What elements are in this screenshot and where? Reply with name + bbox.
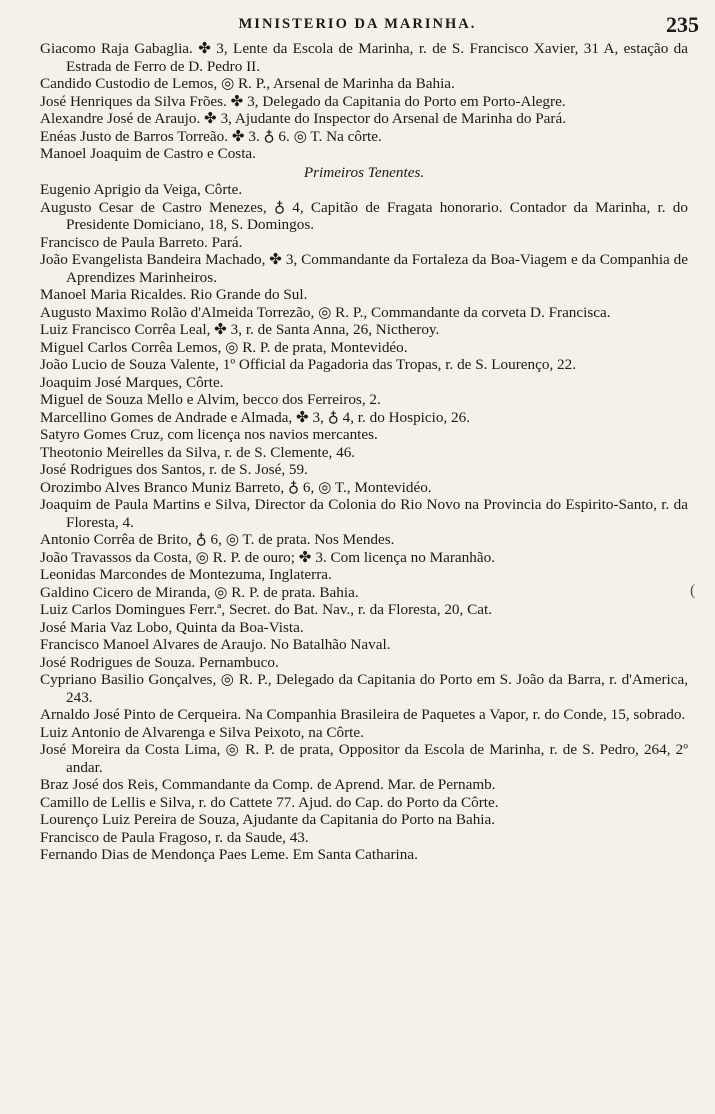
- list-item: Joaquim José Marques, Côrte.: [40, 373, 224, 391]
- page-number: 235: [666, 12, 699, 37]
- list-item: Arnaldo José Pinto de Cerqueira. Na Companhia Brasileira de Paquetes a Vapor, r. do Conde, 15, sobrado.: [40, 706, 686, 723]
- list-item: Fernando Dias de Mendonça Paes Leme. Em Santa Catharina.: [40, 846, 418, 863]
- list-item: Giacomo Raja Gabaglia. ✤ 3, Lente da Escola de Marinha, r. de S. Francisco Xavier, 31 A, estação da Estrada de Ferro de D. Pedro II.: [40, 40, 688, 75]
- list-item: Miguel de Souza Mello e Alvim, becco dos Ferreiros, 2.: [40, 391, 381, 408]
- list-item: Satyro Gomes Cruz, com licença nos navios mercantes.: [40, 426, 378, 443]
- list-item: Theotonio Meirelles da Silva, r. de S. Clemente, 46.: [40, 443, 356, 461]
- list-item: Marcellino Gomes de Andrade e Almada, ✤ 3, ♁ 4, r. do Hospicio, 26.: [40, 408, 471, 426]
- list-item: João Travassos da Costa, ◎ R. P. de ouro; ✤ 3. Com licença no Maranhão.: [40, 548, 495, 566]
- list-item: Francisco de Paula Fragoso, r. da Saude, 43.: [40, 828, 309, 846]
- list-item: Candido Custodio de Lemos, ◎ R. P., Arsenal de Marinha da Bahia.: [40, 75, 455, 92]
- list-item: Luiz Francisco Corrêa Leal, ✤ 3, r. de Santa Anna, 26, Nictheroy.: [40, 321, 440, 338]
- list-item: Joaquim de Paula Martins e Silva, Director da Colonia do Rio Novo na Provincia do Espirito-Santo, r. da Floresta, 4.: [40, 496, 688, 531]
- list-item: José Rodrigues de Souza. Pernambuco.: [40, 653, 279, 671]
- page-header: [0, 12, 715, 38]
- list-item: Francisco de Paula Barreto. Pará.: [40, 233, 243, 251]
- list-item: Luiz Carlos Domingues Ferr.ª, Secret. do Bat. Nav., r. da Floresta, 20, Cat.: [40, 601, 492, 618]
- list-item: Leonidas Marcondes de Montezuma, Inglaterra.: [40, 566, 332, 583]
- entries-group-before: [40, 40, 688, 163]
- list-item: Miguel Carlos Corrêa Lemos, ◎ R. P. de prata, Montevidéo.: [40, 338, 408, 356]
- list-item: Eugenio Aprigio da Veiga, Côrte.: [40, 181, 243, 198]
- list-item: Cypriano Basilio Gonçalves, ◎ R. P., Delegado da Capitania do Porto em S. João da Barra, r. d'America, 243.: [40, 671, 688, 706]
- list-item: Orozimbo Alves Branco Muniz Barreto, ♁ 6, ◎ T., Montevidéo.: [40, 478, 432, 496]
- list-item: Manoel Joaquim de Castro e Costa.: [40, 145, 256, 162]
- list-item: Luiz Antonio de Alvarenga e Silva Peixoto, na Côrte.: [40, 723, 364, 741]
- list-item: João Lucio de Souza Valente, 1º Official da Pagadoria das Tropas, r. de S. Lourenço, 22.: [40, 356, 577, 373]
- list-item: Lourenço Luiz Pereira de Souza, Ajudante da Capitania do Porto na Bahia.: [40, 811, 496, 828]
- list-item: Alexandre José de Araujo. ✤ 3, Ajudante do Inspector do Arsenal de Marinha do Pará.: [40, 110, 567, 127]
- list-item: Enéas Justo de Barros Torreão. ✤ 3. ♁ 6. ◎ T. Na côrte.: [40, 127, 382, 145]
- running-title: MINISTERIO DA MARINHA.: [238, 16, 477, 32]
- list-item: Francisco Manoel Alvares de Araujo. No Batalhão Naval.: [40, 636, 391, 653]
- entries-group-after: [40, 181, 688, 864]
- list-item: José Henriques da Silva Frões. ✤ 3, Delegado da Capitania do Porto em Porto-Alegre.: [40, 92, 566, 110]
- list-item: José Maria Vaz Lobo, Quinta da Boa-Vista.: [40, 618, 304, 636]
- list-item: Braz José dos Reis, Commandante da Comp. de Aprend. Mar. de Pernamb.: [40, 776, 496, 793]
- list-item: João Evangelista Bandeira Machado, ✤ 3, Commandante da Fortaleza da Boa-Viagem e da Companhia de Aprendizes Marinheiros.: [40, 251, 688, 286]
- list-item: Galdino Cicero de Miranda, ◎ R. P. de prata. Bahia.: [40, 583, 359, 601]
- list-item: Camillo de Lellis e Silva, r. do Cattete 77. Ajud. do Cap. do Porto da Côrte.: [40, 793, 499, 811]
- entry-list: [40, 40, 688, 864]
- list-item: Augusto Cesar de Castro Menezes, ♁ 4, Capitão de Fragata honorario. Contador da Marinha, r. do Presidente Domiciano, 18, S. Domingos.: [40, 198, 688, 233]
- list-item: José Moreira da Costa Lima, ◎ R. P. de prata, Oppositor da Escola de Marinha, r. de S. Pedro, 264, 2º andar.: [40, 741, 688, 776]
- section-heading: Primeiros Tenentes.: [303, 163, 425, 181]
- list-item: Augusto Maximo Rolão d'Almeida Torrezão, ◎ R. P., Commandante da corveta D. Francisca.: [40, 303, 611, 321]
- list-item: Manoel Maria Ricaldes. Rio Grande do Sul.: [40, 286, 308, 303]
- list-item: Antonio Corrêa de Brito, ♁ 6, ◎ T. de prata. Nos Mendes.: [40, 531, 395, 548]
- list-item: José Rodrigues dos Santos, r. de S. José, 59.: [40, 461, 308, 478]
- margin-mark: (: [690, 582, 696, 599]
